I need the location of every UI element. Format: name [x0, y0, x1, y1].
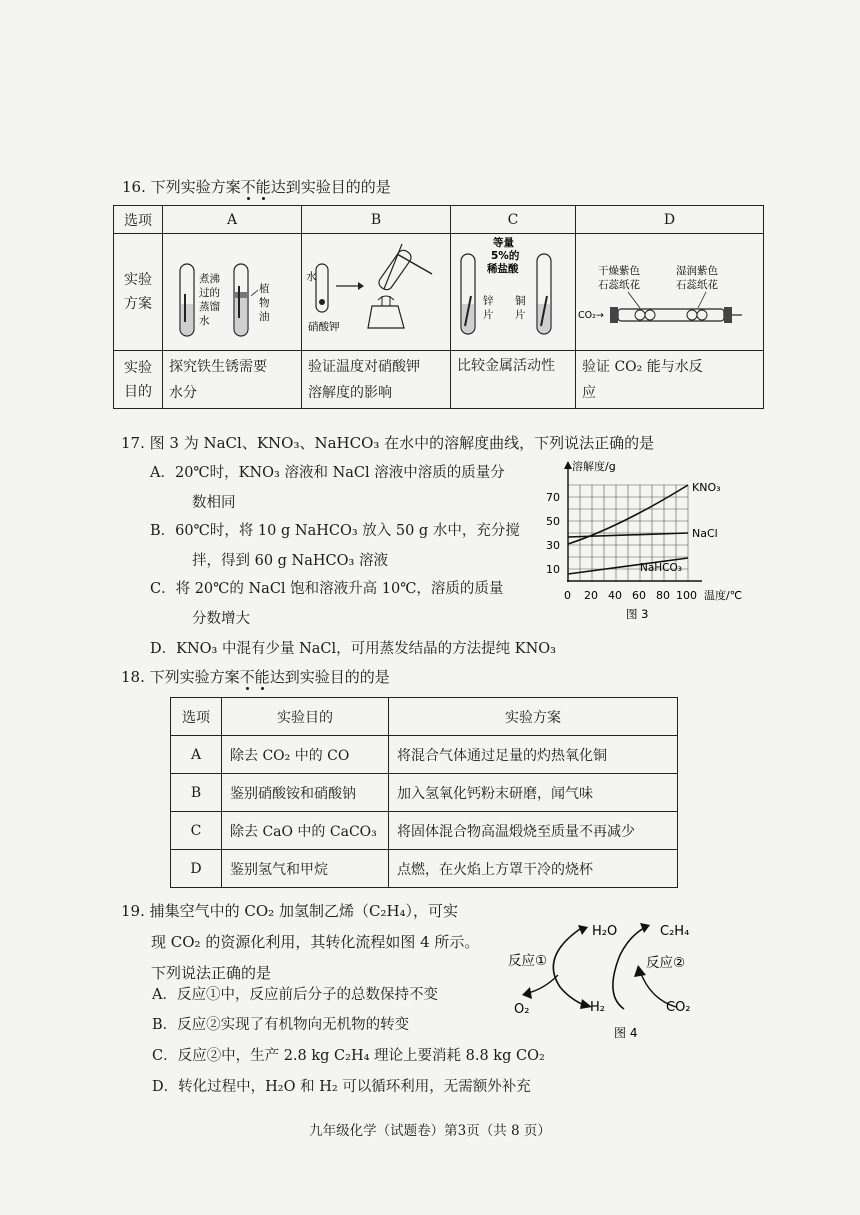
q17-option-a: A．20℃时，KNO₃ 溶液和 NaCl 溶液中溶质的质量分 数相同: [150, 465, 505, 511]
svg-text:等量: 等量: [493, 237, 514, 249]
ytick-30: 30: [546, 539, 560, 552]
svg-text:石蕊纸花: 石蕊纸花: [598, 279, 640, 291]
chart-xlabel: 温度/℃: [704, 589, 743, 602]
q19-option-b: B．反应②实现了有机物向无机物的转变: [152, 1017, 410, 1033]
q18-stem: 18. 下列实验方案不能达到实验目的的是: [121, 668, 390, 686]
svg-text:物: 物: [259, 297, 270, 309]
q16-figure-b: [302, 234, 451, 351]
xtick-40: 40: [608, 589, 622, 602]
q16-scheme-label: 实验 方案: [114, 234, 163, 351]
svg-text:干燥紫色: 干燥紫色: [598, 265, 640, 277]
xtick-60: 60: [632, 589, 646, 602]
svg-text:水: 水: [199, 315, 210, 327]
q18-table: [170, 697, 678, 888]
q16-purpose-b: 验证温度对硝酸钾 溶解度的影响: [302, 351, 451, 409]
chart-ylabel: 溶解度/g: [572, 460, 616, 473]
svg-text:硝酸钾: 硝酸钾: [308, 321, 340, 333]
q18-header-option: 选项: [171, 698, 222, 736]
svg-text:蒸馏: 蒸馏: [199, 301, 220, 313]
q16-purpose-label: 实验 目的: [114, 351, 163, 409]
q18-header-scheme: 实验方案: [389, 698, 678, 736]
q16-purpose-c: 比较金属活动性: [451, 351, 576, 409]
table-row: A 除去 CO₂ 中的 CO 将混合气体通过足量的灼热氧化铜: [171, 736, 678, 774]
svg-text:石蕊纸花: 石蕊纸花: [676, 279, 718, 291]
nahco3-label: NaHCO₃: [640, 562, 682, 574]
svg-text:煮沸: 煮沸: [199, 273, 220, 285]
reaction-1-label: 反应①: [508, 953, 548, 969]
q19-stem: 19. 捕集空气中的 CO₂ 加氢制乙烯（C₂H₄），可实 现 CO₂ 的资源化利用，其转化流程如图 4 所示。 下列说法正确的是: [121, 902, 480, 982]
q19-option-d: D．转化过程中，H₂O 和 H₂ 可以循环利用，无需额外补充: [152, 1079, 531, 1095]
conversion-diagram: [500, 915, 720, 1045]
svg-text:稀盐酸: 稀盐酸: [487, 263, 519, 275]
q18-header-purpose: 实验目的: [222, 698, 389, 736]
q19-option-c: C．反应②中，生产 2.8 kg C₂H₄ 理论上要消耗 8.8 kg CO₂: [152, 1048, 545, 1064]
ytick-70: 70: [546, 491, 560, 504]
table-row: D 鉴别氢气和甲烷 点燃，在火焰上方罩干冷的烧杯: [171, 850, 678, 888]
solubility-chart: [540, 455, 760, 625]
xtick-100: 100: [676, 589, 697, 602]
h2o-label: H₂O: [592, 924, 618, 939]
svg-text:锌: 锌: [483, 295, 494, 307]
nacl-label: NaCl: [692, 527, 718, 540]
svg-text:铜: 铜: [515, 295, 526, 307]
svg-text:片: 片: [483, 309, 494, 321]
q17-option-b: B．60℃时，将 10 g NaHCO₃ 放入 50 g 水中，充分搅 拌，得到 60 g NaHCO₃ 溶液: [150, 523, 520, 569]
q16-stem: 16. 下列实验方案不能达到实验目的的是: [122, 178, 391, 196]
chart-caption: 图 3: [626, 607, 649, 621]
c2h4-label: C₂H₄: [660, 924, 690, 939]
q16-header-option: 选项: [114, 206, 163, 234]
ytick-50: 50: [546, 515, 560, 528]
xtick-20: 20: [584, 589, 598, 602]
co2-label: CO₂: [666, 1000, 691, 1015]
q16-header-d: D: [576, 206, 764, 234]
q16-purpose-d: 验证 CO₂ 能与水反 应: [576, 351, 764, 409]
reaction-2-label: 反应②: [646, 955, 686, 971]
page-footer: 九年级化学（试题卷）第3页（共 8 页）: [309, 1123, 551, 1139]
q16-header-c: C: [451, 206, 576, 234]
q17-option-d: D．KNO₃ 中混有少量 NaCl，可用蒸发结晶的方法提纯 KNO₃: [150, 641, 556, 657]
q16-header-b: B: [302, 206, 451, 234]
ytick-10: 10: [546, 563, 560, 576]
h2-label: H₂: [590, 1000, 605, 1015]
svg-text:水: 水: [306, 271, 317, 283]
q17-option-c: C．将 20℃的 NaCl 饱和溶液升高 10℃，溶质的质量 分数增大: [150, 581, 504, 627]
svg-text:油: 油: [259, 311, 270, 323]
q16-table: [113, 205, 764, 409]
svg-text:植: 植: [259, 283, 270, 295]
kno3-label: KNO₃: [692, 481, 721, 494]
q19-option-a: A．反应①中，反应前后分子的总数保持不变: [152, 987, 438, 1003]
q17-stem: 17. 图 3 为 NaCl、KNO₃、NaHCO₃ 在水中的溶解度曲线，下列说法正确的是: [121, 434, 655, 452]
q16-figure-d: [576, 234, 764, 351]
q16-purpose-a: 探究铁生锈需要 水分: [163, 351, 302, 409]
svg-text:过的: 过的: [199, 287, 220, 299]
svg-text:片: 片: [515, 309, 526, 321]
q16-header-a: A: [163, 206, 302, 234]
table-row: C 除去 CaO 中的 CaCO₃ 将固体混合物高温煅烧至质量不再减少: [171, 812, 678, 850]
q16-figure-c: [451, 234, 576, 351]
svg-text:CO₂→: CO₂→: [578, 310, 604, 321]
table-row: B 鉴别硝酸铵和硝酸钠 加入氢氧化钙粉末研磨，闻气味: [171, 774, 678, 812]
q16-figure-a: [163, 234, 302, 351]
xtick-80: 80: [656, 589, 670, 602]
svg-text:5%的: 5%的: [491, 250, 520, 262]
diagram-caption: 图 4: [614, 1026, 638, 1040]
svg-text:湿润紫色: 湿润紫色: [676, 265, 718, 277]
xtick-0: 0: [564, 589, 571, 602]
o2-label: O₂: [514, 1002, 530, 1017]
